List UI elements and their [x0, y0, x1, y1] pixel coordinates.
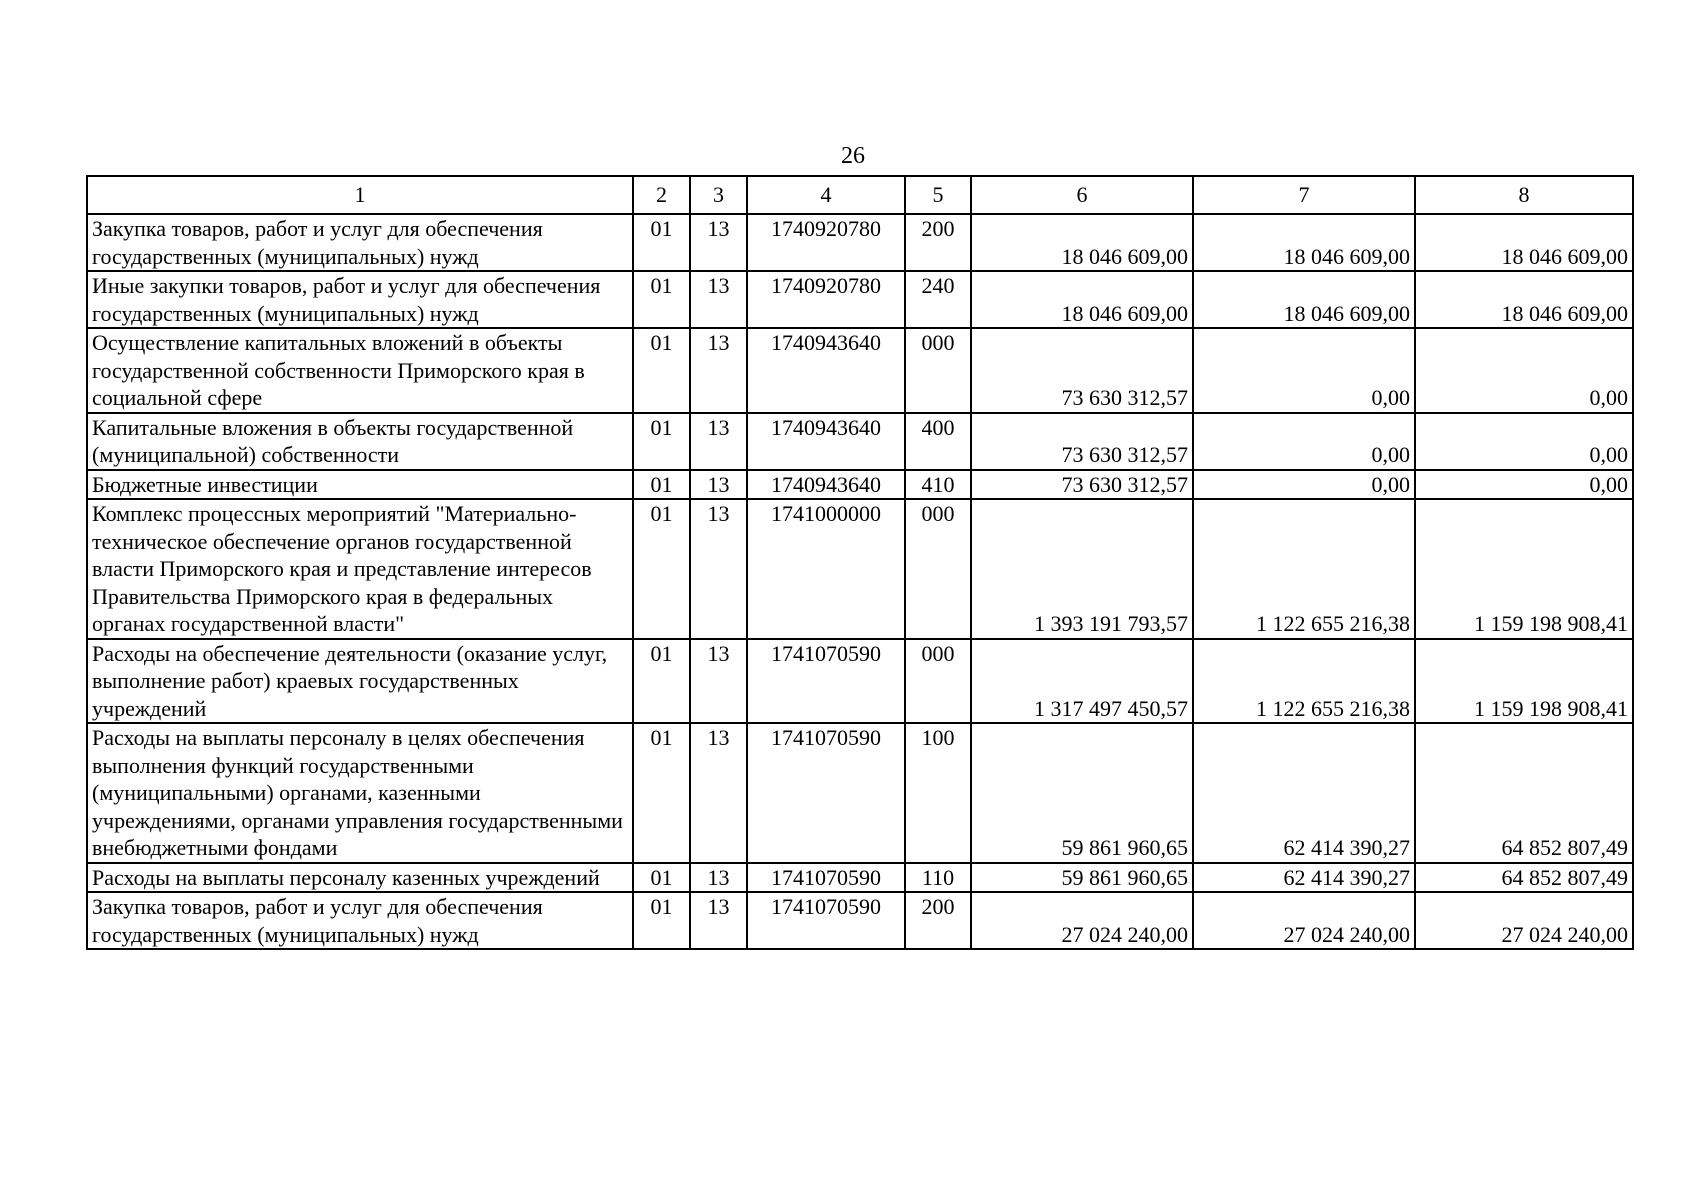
row-sum-6: 18 046 609,00	[971, 271, 1193, 328]
row-sum-6: 1 317 497 450,57	[971, 639, 1193, 724]
row-section: 01	[633, 271, 690, 328]
row-subsection: 13	[690, 639, 747, 724]
row-sum-7: 0,00	[1193, 328, 1415, 413]
row-name: Закупка товаров, работ и услуг для обеспечения государственных (муниципальных) нужд	[87, 892, 633, 949]
row-target-article: 1740943640	[747, 328, 905, 413]
row-sum-7: 27 024 240,00	[1193, 892, 1415, 949]
row-name: Осуществление капитальных вложений в объекты государственной собственности Приморского края в социальной сфере	[87, 328, 633, 413]
row-expense-type: 200	[905, 214, 971, 271]
row-section: 01	[633, 499, 690, 639]
row-target-article: 1741070590	[747, 723, 905, 863]
row-target-article: 1740943640	[747, 413, 905, 470]
row-sum-6: 59 861 960,65	[971, 863, 1193, 893]
table-row	[87, 328, 1633, 413]
row-section: 01	[633, 863, 690, 893]
row-section: 01	[633, 328, 690, 413]
row-sum-6: 73 630 312,57	[971, 470, 1193, 500]
row-expense-type: 200	[905, 892, 971, 949]
row-target-article: 1741070590	[747, 863, 905, 893]
row-expense-type: 110	[905, 863, 971, 893]
row-section: 01	[633, 639, 690, 724]
row-sum-8: 1 159 198 908,41	[1415, 639, 1633, 724]
row-sum-7: 1 122 655 216,38	[1193, 639, 1415, 724]
row-sum-6: 73 630 312,57	[971, 328, 1193, 413]
row-expense-type: 400	[905, 413, 971, 470]
row-section: 01	[633, 413, 690, 470]
row-target-article: 1741070590	[747, 892, 905, 949]
row-section: 01	[633, 892, 690, 949]
table-row	[87, 863, 1633, 893]
table-header-row	[87, 176, 1633, 214]
row-sum-7: 62 414 390,27	[1193, 723, 1415, 863]
row-sum-6: 59 861 960,65	[971, 723, 1193, 863]
table-row	[87, 639, 1633, 724]
row-subsection: 13	[690, 470, 747, 500]
header-cell: 1	[87, 176, 633, 214]
row-sum-8: 0,00	[1415, 328, 1633, 413]
row-name: Закупка товаров, работ и услуг для обеспечения государственных (муниципальных) нужд	[87, 214, 633, 271]
row-sum-8: 1 159 198 908,41	[1415, 499, 1633, 639]
table-row	[87, 499, 1633, 639]
row-expense-type: 000	[905, 639, 971, 724]
row-sum-7: 62 414 390,27	[1193, 863, 1415, 893]
budget-table	[86, 175, 1634, 950]
row-sum-8: 64 852 807,49	[1415, 723, 1633, 863]
row-sum-7: 18 046 609,00	[1193, 214, 1415, 271]
header-cell: 8	[1415, 176, 1633, 214]
row-sum-6: 73 630 312,57	[971, 413, 1193, 470]
row-name: Капитальные вложения в объекты государственной (муниципальной) собственности	[87, 413, 633, 470]
row-name: Комплекс процессных мероприятий "Материально-техническое обеспечение органов государственной власти Приморского края и представление интересов Правительства Приморского края в федеральных органах государственной власти"	[87, 499, 633, 639]
row-target-article: 1740920780	[747, 271, 905, 328]
row-target-article: 1741070590	[747, 639, 905, 724]
row-subsection: 13	[690, 214, 747, 271]
table-row	[87, 413, 1633, 470]
row-name: Иные закупки товаров, работ и услуг для обеспечения государственных (муниципальных) нужд	[87, 271, 633, 328]
row-sum-6: 18 046 609,00	[971, 214, 1193, 271]
row-subsection: 13	[690, 413, 747, 470]
table-row	[87, 470, 1633, 500]
header-cell: 4	[747, 176, 905, 214]
header-cell: 2	[633, 176, 690, 214]
row-expense-type: 240	[905, 271, 971, 328]
row-sum-6: 1 393 191 793,57	[971, 499, 1193, 639]
row-name: Расходы на выплаты персоналу в целях обеспечения выполнения функций государственными (муниципальными) органами, казенными учреждениями, органами управления государственными внебюджетными фондами	[87, 723, 633, 863]
row-subsection: 13	[690, 892, 747, 949]
header-cell: 6	[971, 176, 1193, 214]
row-sum-6: 27 024 240,00	[971, 892, 1193, 949]
table-row	[87, 271, 1633, 328]
table-row	[87, 892, 1633, 949]
row-target-article: 1741000000	[747, 499, 905, 639]
header-cell: 5	[905, 176, 971, 214]
row-name: Бюджетные инвестиции	[87, 470, 633, 500]
row-name: Расходы на обеспечение деятельности (оказание услуг, выполнение работ) краевых государственных учреждений	[87, 639, 633, 724]
row-target-article: 1740920780	[747, 214, 905, 271]
row-sum-8: 0,00	[1415, 413, 1633, 470]
table-row	[87, 214, 1633, 271]
row-sum-7: 18 046 609,00	[1193, 271, 1415, 328]
row-subsection: 13	[690, 863, 747, 893]
row-section: 01	[633, 723, 690, 863]
row-subsection: 13	[690, 328, 747, 413]
row-sum-7: 1 122 655 216,38	[1193, 499, 1415, 639]
row-subsection: 13	[690, 723, 747, 863]
row-subsection: 13	[690, 271, 747, 328]
row-sum-8: 18 046 609,00	[1415, 214, 1633, 271]
table-row	[87, 723, 1633, 863]
header-cell: 3	[690, 176, 747, 214]
row-target-article: 1740943640	[747, 470, 905, 500]
row-sum-8: 18 046 609,00	[1415, 271, 1633, 328]
row-sum-7: 0,00	[1193, 413, 1415, 470]
row-sum-8: 27 024 240,00	[1415, 892, 1633, 949]
row-sum-8: 0,00	[1415, 470, 1633, 500]
row-subsection: 13	[690, 499, 747, 639]
row-section: 01	[633, 470, 690, 500]
page-number: 26	[841, 143, 865, 169]
row-section: 01	[633, 214, 690, 271]
row-expense-type: 000	[905, 499, 971, 639]
row-name: Расходы на выплаты персоналу казенных учреждений	[87, 863, 633, 893]
row-expense-type: 410	[905, 470, 971, 500]
row-expense-type: 000	[905, 328, 971, 413]
row-sum-7: 0,00	[1193, 470, 1415, 500]
row-sum-8: 64 852 807,49	[1415, 863, 1633, 893]
header-cell: 7	[1193, 176, 1415, 214]
row-expense-type: 100	[905, 723, 971, 863]
